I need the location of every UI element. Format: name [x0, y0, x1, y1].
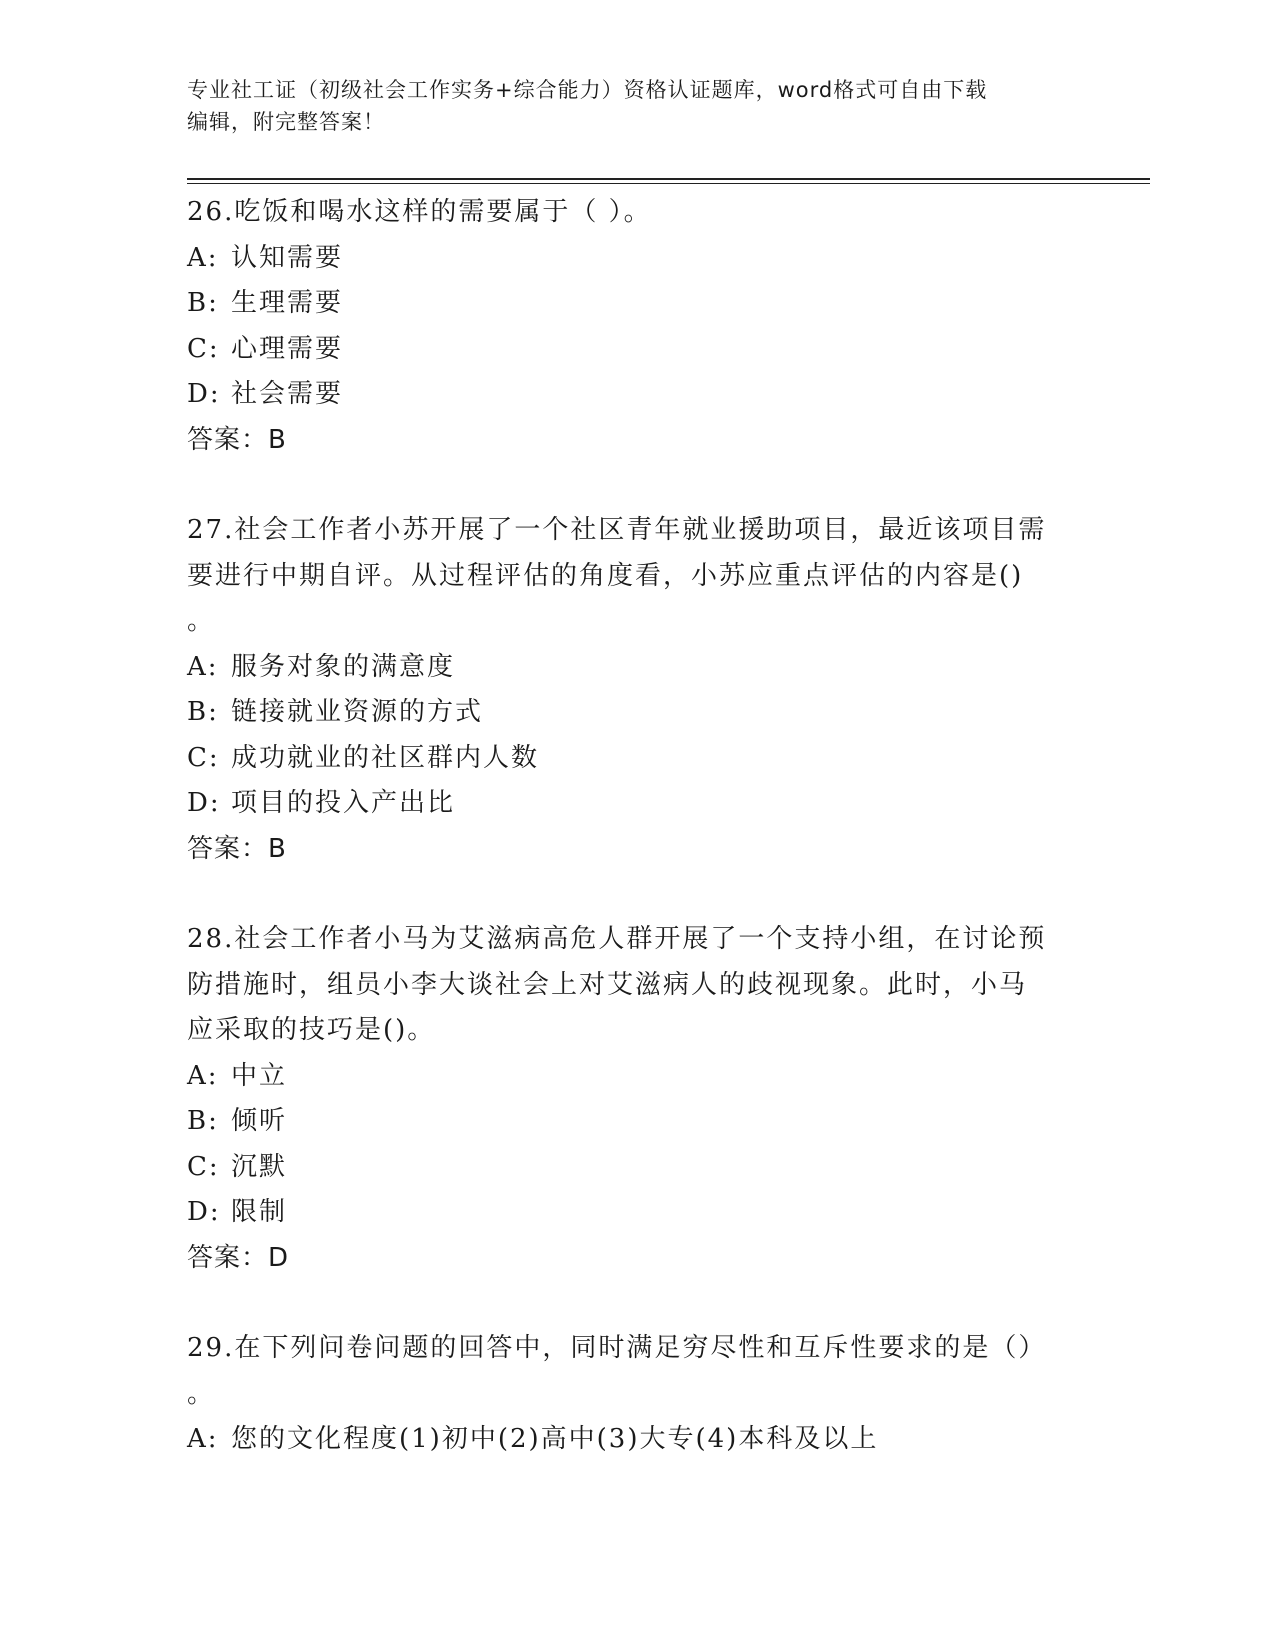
- option-letter: B:: [187, 1106, 219, 1136]
- question-list: [187, 190, 1087, 1463]
- header-line-2: 编辑，附完整答案！: [187, 110, 385, 134]
- question-28: [187, 917, 1087, 1281]
- option-c: [187, 327, 1087, 373]
- document-header: [187, 74, 1087, 138]
- question-29: [187, 1326, 1087, 1463]
- question-text: 26.吃饭和喝水这样的需要属于（ ）。: [187, 197, 652, 227]
- answer-label: 答案：B: [187, 424, 287, 455]
- option-text: 服务对象的满意度: [231, 651, 456, 682]
- question-text: 27.社会工作者小苏开展了一个社区青年就业援助项目，最近该项目需: [187, 515, 1047, 545]
- option-text: 心理需要: [231, 333, 344, 364]
- question-text: 。: [187, 1378, 216, 1409]
- answer-label: 答案：B: [187, 833, 287, 864]
- option-letter: C:: [187, 1151, 220, 1182]
- option-letter: A:: [187, 1424, 219, 1454]
- option-letter: B:: [187, 288, 219, 318]
- question-26: [187, 190, 1087, 463]
- option-text: 链接就业资源的方式: [231, 697, 484, 727]
- question-text: 。: [187, 606, 216, 636]
- header-divider-thin: [187, 183, 1150, 184]
- option-text: 社会需要: [231, 379, 344, 409]
- option-text: 中立: [231, 1060, 288, 1091]
- option-text: 沉默: [231, 1151, 288, 1182]
- option-b: [187, 1099, 1087, 1145]
- option-letter: B:: [187, 697, 219, 727]
- question-text: 要进行中期自评。从过程评估的角度看，小苏应重点评估的内容是(): [187, 560, 1024, 591]
- option-text: 认知需要: [231, 242, 344, 273]
- option-d: [187, 372, 1087, 418]
- option-d: [187, 781, 1087, 827]
- option-letter: A:: [187, 651, 219, 682]
- option-a: [187, 236, 1087, 282]
- option-text: 您的文化程度(1)初中(2)高中(3)大专(4)本科及以上: [231, 1424, 879, 1454]
- option-text: 项目的投入产出比: [231, 788, 456, 818]
- option-letter: D:: [187, 788, 221, 818]
- question-text: 应采取的技巧是()。: [187, 1015, 436, 1045]
- option-letter: A:: [187, 242, 219, 273]
- option-c: [187, 1145, 1087, 1191]
- header-line-1: 专业社工证（初级社会工作实务+综合能力）资格认证题库，word格式可自由下载: [187, 78, 988, 102]
- option-b: [187, 690, 1087, 736]
- question-text: 28.社会工作者小马为艾滋病高危人群开展了一个支持小组，在讨论预: [187, 924, 1047, 954]
- option-text: 生理需要: [231, 288, 344, 318]
- header-divider-thick: [187, 178, 1150, 180]
- question-text: 防措施时，组员小李大谈社会上对艾滋病人的歧视现象。此时，小马: [187, 969, 1028, 1000]
- option-text: 限制: [231, 1197, 288, 1227]
- option-letter: A:: [187, 1060, 219, 1091]
- option-a: [187, 1417, 1087, 1463]
- option-d: [187, 1190, 1087, 1236]
- option-letter: C:: [187, 333, 220, 364]
- option-c: [187, 736, 1087, 782]
- option-text: 成功就业的社区群内人数: [231, 742, 540, 773]
- question-text: 29.在下列问卷问题的回答中，同时满足穷尽性和互斥性要求的是（）: [187, 1333, 1047, 1363]
- option-letter: D:: [187, 1197, 221, 1227]
- option-text: 倾听: [231, 1106, 288, 1136]
- option-a: [187, 1054, 1087, 1100]
- spacer: [187, 872, 1087, 917]
- question-27: [187, 508, 1087, 872]
- spacer: [187, 463, 1087, 508]
- spacer: [187, 1281, 1087, 1326]
- option-letter: D:: [187, 379, 221, 409]
- answer-label: 答案：D: [187, 1242, 290, 1273]
- option-a: [187, 645, 1087, 691]
- option-b: [187, 281, 1087, 327]
- option-letter: C:: [187, 742, 220, 773]
